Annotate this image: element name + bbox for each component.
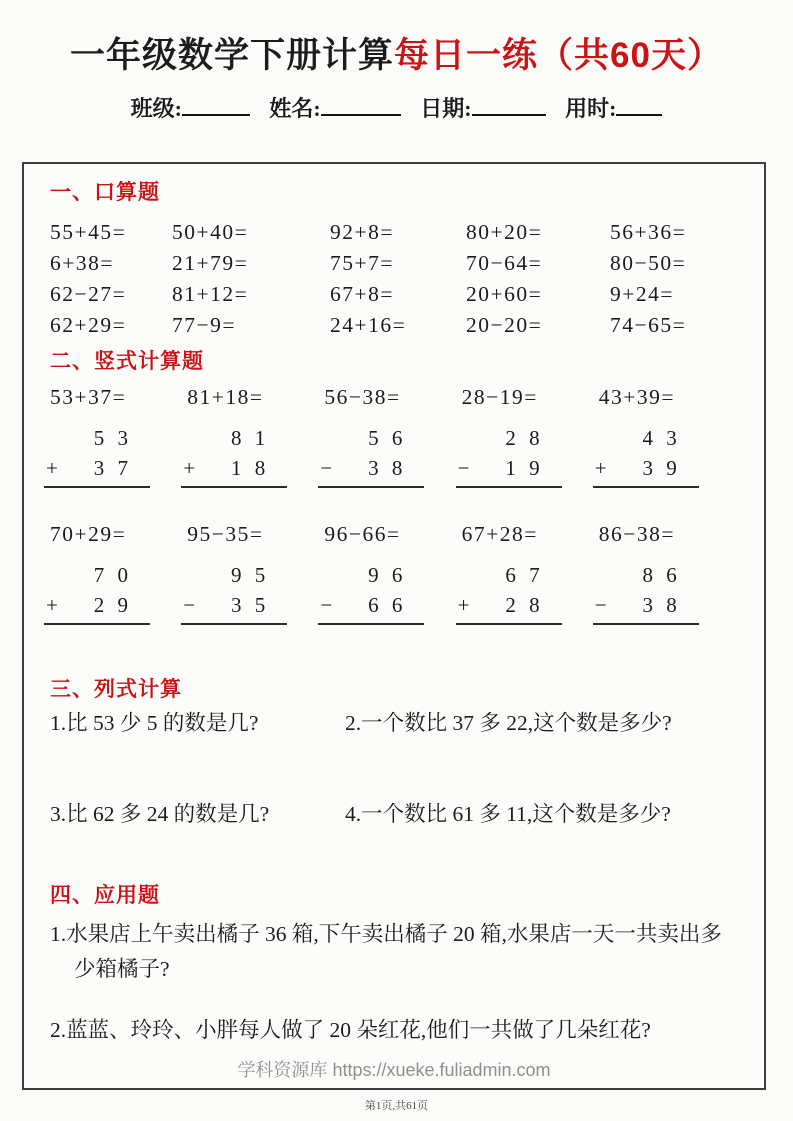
application-problem-2: 2.蓝蓝、玲玲、小胖每人做了 20 朵红花,他们一共做了几朵红花? (50, 1018, 651, 1042)
vertical-top-operand: 9 5 (230, 563, 266, 587)
vertical-bottom-row (44, 591, 150, 625)
application-problem-1: 1.水果店上午卖出橘子 36 箱,下午卖出橘子 20 箱,水果店一天一共卖出多少箱橘子? (50, 922, 722, 981)
date-label: 日期: (420, 96, 472, 121)
oral-problem: 21+79= (172, 251, 249, 275)
oral-problem: 80−50= (610, 251, 687, 275)
vertical-work (456, 560, 562, 625)
oral-problem: 24+16= (330, 313, 407, 337)
vertical-work (181, 560, 287, 625)
oral-problem: 77−9= (172, 313, 237, 337)
oral-problem: 70−64= (466, 251, 543, 275)
expression-problem-grid (50, 711, 736, 827)
vertical-operator: − (320, 593, 333, 617)
time-label: 用时: (565, 96, 617, 121)
vertical-work (593, 423, 699, 488)
vertical-operator: + (46, 593, 58, 617)
vertical-problem (320, 522, 461, 625)
vertical-problem (46, 385, 187, 488)
name-field (269, 96, 410, 121)
vertical-top-operand: 6 7 (505, 563, 540, 587)
oral-problem-grid (50, 217, 736, 341)
oral-problem: 74−65= (610, 313, 687, 337)
oral-problem: 6+38= (50, 251, 115, 275)
class-label: 班级: (130, 96, 182, 121)
vertical-top-operand: 5 6 (368, 426, 403, 450)
vertical-bottom-row (318, 591, 424, 625)
worksheet-box (22, 162, 766, 1090)
oral-problem: 62+29= (50, 313, 127, 337)
vertical-equation: 86−38= (598, 522, 676, 546)
section-vertical-heading: 二、竖式计算题 (50, 349, 204, 373)
oral-problem: 20+60= (466, 282, 543, 306)
vertical-equation: 67+28= (461, 522, 538, 546)
section-oral-heading: 一、口算题 (50, 180, 160, 204)
section-application-heading: 四、应用题 (50, 883, 160, 907)
oral-problem: 67+8= (330, 282, 395, 306)
vertical-operator: + (457, 593, 470, 617)
vertical-bottom-operand: 3 9 (642, 456, 677, 480)
vertical-top-operand: 8 6 (642, 563, 677, 587)
vertical-bottom-row (44, 454, 150, 488)
vertical-bottom-row (456, 454, 562, 488)
oral-problem: 75+7= (330, 251, 395, 275)
vertical-equation: 56−38= (324, 385, 401, 409)
name-blank (321, 96, 401, 116)
page-title-black: 一年级数学下册计算 (70, 36, 395, 75)
vertical-bottom-operand: 1 8 (230, 456, 266, 480)
vertical-problem (457, 522, 599, 625)
vertical-operator: − (594, 593, 607, 617)
vertical-problem (457, 385, 599, 488)
vertical-problem (320, 385, 461, 488)
date-blank (472, 96, 546, 116)
vertical-work (44, 423, 150, 488)
vertical-operator: − (320, 456, 333, 480)
vertical-work (593, 560, 699, 625)
vertical-problem-row-2 (46, 522, 736, 625)
vertical-work (181, 423, 287, 488)
vertical-top-operand: 5 3 (93, 426, 128, 450)
oral-problem: 55+45= (50, 220, 127, 244)
oral-problem: 80+20= (466, 220, 543, 244)
vertical-bottom-operand: 2 8 (505, 593, 540, 617)
oral-problem: 56+36= (610, 220, 687, 244)
vertical-bottom-row (181, 454, 287, 488)
vertical-bottom-operand: 2 9 (93, 593, 128, 617)
vertical-work (456, 423, 562, 488)
vertical-equation: 70+29= (50, 522, 127, 546)
vertical-work (44, 560, 150, 625)
vertical-top-operand: 2 8 (505, 426, 540, 450)
oral-problem: 62−27= (50, 282, 127, 306)
vertical-problem (183, 385, 324, 488)
vertical-top-operand: 7 0 (93, 563, 128, 587)
vertical-bottom-operand: 3 7 (93, 456, 128, 480)
vertical-bottom-operand: 6 6 (368, 593, 403, 617)
date-field (420, 96, 555, 121)
vertical-top-operand: 4 3 (642, 426, 677, 450)
vertical-top-operand: 8 1 (230, 426, 266, 450)
vertical-operator: − (457, 456, 470, 480)
expression-problem-4: 4.一个数比 61 多 11,这个数是多少? (344, 802, 671, 826)
student-info-row (0, 92, 793, 123)
vertical-work (318, 560, 424, 625)
vertical-equation: 81+18= (187, 385, 264, 409)
expression-problem-3: 3.比 62 多 24 的数是几? (50, 802, 270, 826)
vertical-problem (594, 522, 736, 625)
time-field (565, 96, 662, 121)
vertical-bottom-row (456, 591, 562, 625)
oral-problem: 81+12= (172, 282, 249, 306)
vertical-work (318, 423, 424, 488)
class-field (131, 96, 260, 121)
expression-problem-1: 1.比 53 少 5 的数是几? (50, 711, 259, 735)
vertical-operator: − (183, 593, 196, 617)
page-title-red: 每日一练（共60天） (394, 36, 723, 75)
vertical-bottom-row (181, 591, 287, 625)
vertical-bottom-row (593, 454, 699, 488)
page-number: 第1页,共61页 (364, 1100, 429, 1112)
vertical-bottom-operand: 3 5 (230, 593, 266, 617)
oral-problem: 9+24= (610, 282, 675, 306)
vertical-bottom-operand: 1 9 (505, 456, 540, 480)
vertical-problem (46, 522, 187, 625)
vertical-equation: 95−35= (187, 522, 264, 546)
vertical-problem (183, 522, 324, 625)
vertical-operator: + (183, 456, 196, 480)
vertical-bottom-row (593, 591, 699, 625)
vertical-equation: 53+37= (50, 385, 127, 409)
vertical-problem (594, 385, 736, 488)
name-label: 姓名: (269, 96, 321, 121)
vertical-operator: + (594, 456, 607, 480)
vertical-equation: 96−66= (324, 522, 401, 546)
vertical-operator: + (46, 456, 58, 480)
oral-problem: 92+8= (330, 220, 395, 244)
class-blank (182, 96, 250, 116)
vertical-equation: 43+39= (598, 385, 676, 409)
vertical-bottom-row (318, 454, 424, 488)
section-expression-heading: 三、列式计算 (50, 677, 182, 701)
vertical-problem-row-1 (46, 385, 736, 488)
vertical-bottom-operand: 3 8 (642, 593, 677, 617)
vertical-equation: 28−19= (461, 385, 538, 409)
vertical-bottom-operand: 3 8 (368, 456, 403, 480)
time-blank (616, 96, 662, 116)
expression-problem-2: 2.一个数比 37 多 22,这个数是多少? (344, 711, 672, 735)
page-title (0, 0, 793, 78)
vertical-top-operand: 9 6 (368, 563, 403, 587)
source-watermark: 学科资源库 https://xueke.fuliadmin.com (237, 1060, 551, 1080)
oral-problem: 20−20= (466, 313, 543, 337)
oral-problem: 50+40= (172, 220, 249, 244)
